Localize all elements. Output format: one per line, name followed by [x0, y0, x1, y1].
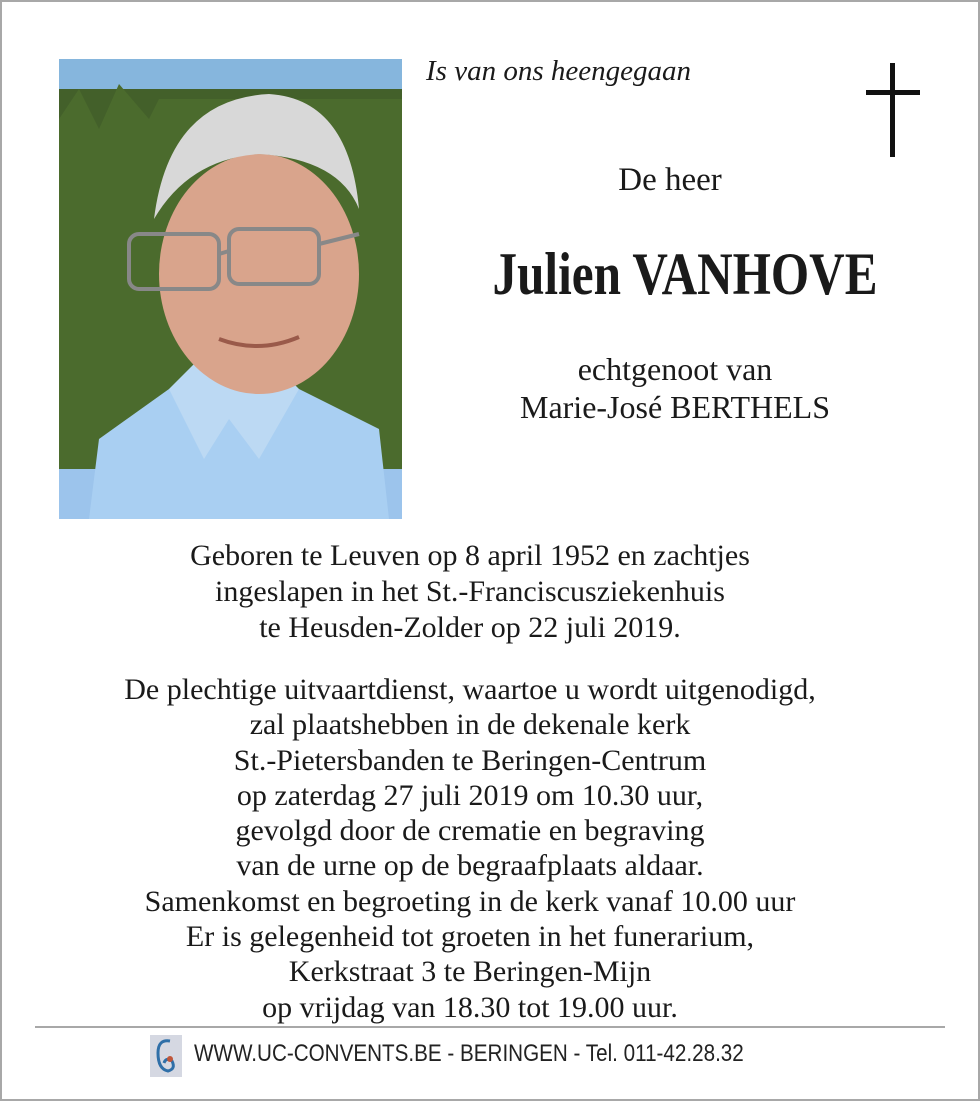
text-line: St.-Pietersbanden te Beringen-Centrum: [233, 743, 707, 777]
text-line: gevolgd door de crematie en begraving: [235, 814, 705, 848]
spouse-label: echtgenoot van: [577, 351, 773, 387]
cross-icon: [866, 63, 920, 157]
text-line: op zaterdag 27 juli 2019 om 10.30 uur,: [236, 778, 704, 812]
text-line: Samenkomst en begroeting in de kerk vanaf 10.00 uur: [144, 884, 796, 918]
intro-text: Is van ons heengegaan: [426, 55, 691, 87]
text-line: Geboren te Leuven op 8 april 1952 en zachtjes: [190, 539, 750, 572]
text-line: zal plaatshebben in de dekenale kerk: [249, 708, 691, 742]
portrait-photo: [59, 59, 402, 519]
spouse-block: [440, 350, 910, 426]
footer-divider: [35, 1026, 945, 1028]
funeral-home-logo-icon: [150, 1035, 182, 1077]
service-paragraph: [0, 672, 940, 1025]
text-line: Kerkstraat 3 te Beringen-Mijn: [288, 955, 652, 989]
birth-death-paragraph: [0, 538, 940, 646]
deceased-title: De heer: [618, 162, 722, 198]
footer-contact: WWW.UC-CONVENTS.BE - BERINGEN - Tel. 011-42.28.32: [194, 1040, 744, 1067]
text-line: ingeslapen in het St.-Franciscusziekenhuis: [215, 575, 725, 608]
text-line: De plechtige uitvaartdienst, waartoe u wordt uitgenodigd,: [124, 673, 816, 706]
text-line: te Heusden-Zolder op 22 juli 2019.: [259, 611, 681, 644]
deceased-name: Julien VANHOVE: [492, 241, 878, 307]
text-line: Er is gelegenheid tot groeten in het funerarium,: [185, 920, 755, 954]
text-line: van de urne op de begraafplaats aldaar.: [236, 849, 704, 883]
spouse-name: Marie-José BERTHELS: [519, 389, 831, 425]
text-line: op vrijdag van 18.30 tot 19.00 uur.: [262, 990, 678, 1024]
